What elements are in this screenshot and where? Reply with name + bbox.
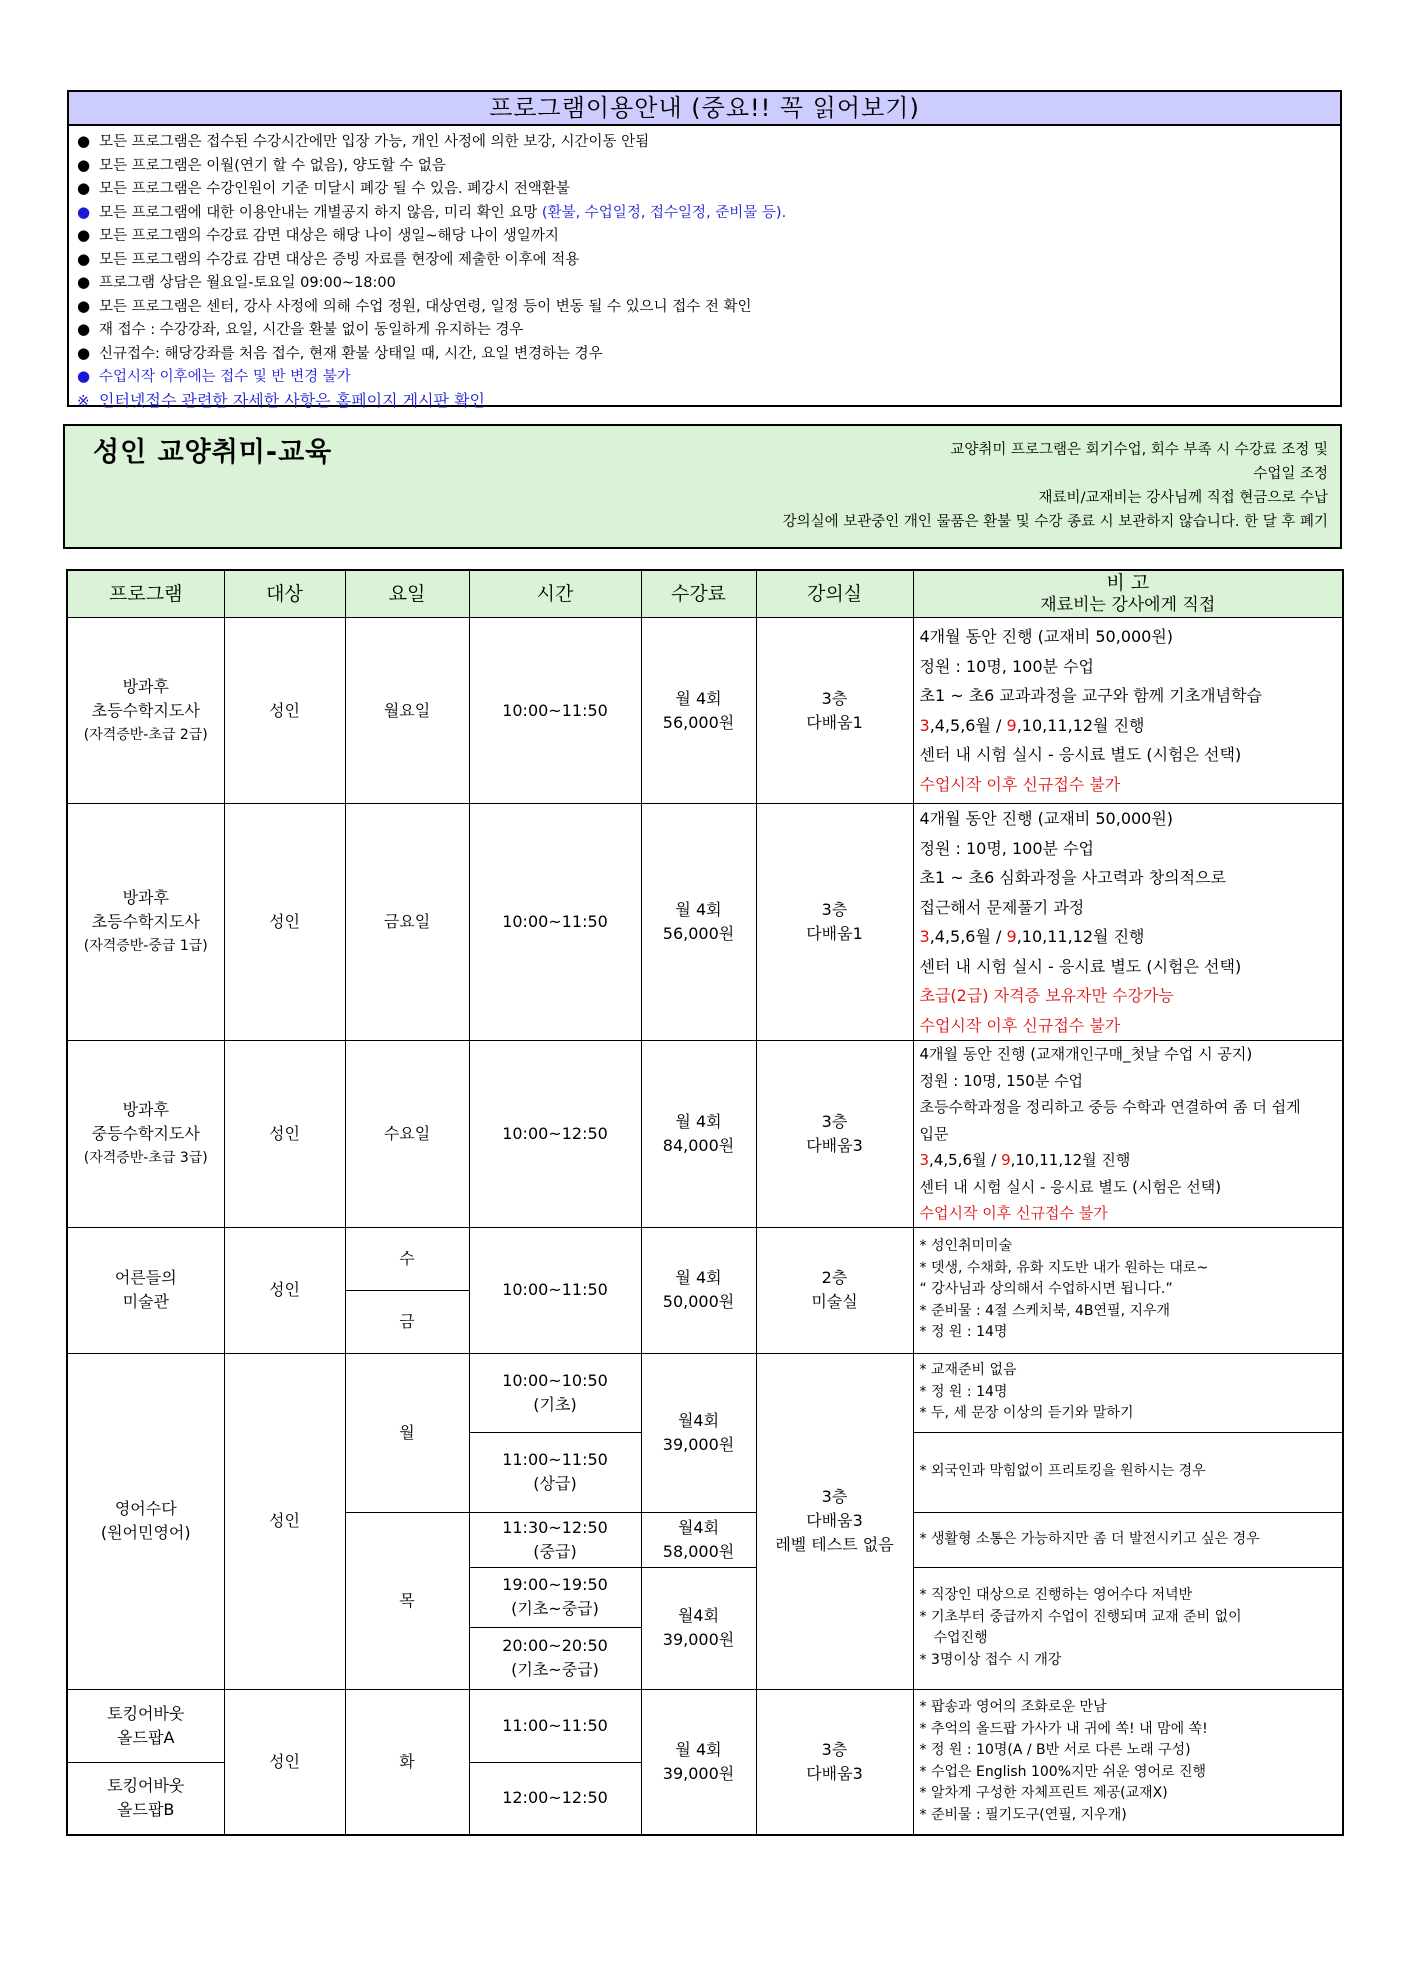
fee-cell: 월4회 58,000원 [641,1512,756,1567]
table-header-row [67,570,1343,618]
target-cell: 성인 [224,1227,345,1353]
time-cell: 10:00~11:50 [469,618,641,804]
col-time: 시간 [469,570,641,618]
time-cell: 10:00~11:50 [469,1227,641,1353]
fee-cell: 월 4회 56,000원 [641,804,756,1041]
program-name: 토킹어바웃 올드팝A [67,1689,224,1762]
col-target: 대상 [224,570,345,618]
col-day: 요일 [345,570,469,618]
notice-list [69,126,1340,413]
remarks-cell: * 외국인과 막힘없이 프리토킹을 원하시는 경우 [913,1432,1343,1512]
table-row [67,1353,1343,1432]
notice-item: ● 모든 프로그램의 수강료 감면 대상은 증빙 자료를 현장에 제출한 이후에 적용 [77,249,580,268]
program-name: 방과후 초등수학지도사 (자격증반-초급 2급) [67,618,224,804]
col-fee: 수강료 [641,570,756,618]
notice-item: ● 모든 프로그램은 수강인원이 기준 미달시 폐강 될 수 있음. 폐강시 전액환불 [77,179,570,197]
time-cell: 10:00~11:50 [469,804,641,1041]
notice-box [67,90,1342,410]
notice-item: ● 모든 프로그램의 수강료 감면 대상은 해당 나이 생일~해당 나이 생일까지 [77,226,559,244]
target-cell: 성인 [224,618,345,804]
program-table [66,569,1344,1836]
notice-note: ※ 인터넷접수 관련한 자세한 사항은 홈페이지 게시판 확인 [77,390,486,410]
section-header [63,424,1342,549]
program-name: 토킹어바웃 올드팝B [67,1762,224,1835]
table-row [67,1689,1343,1762]
time-cell: 12:00~12:50 [469,1762,641,1835]
notice-item: ● 수업시작 이후에는 접수 및 반 변경 불가 [77,367,351,385]
col-remarks: 비 고 재료비는 강사에게 직접 [913,570,1343,618]
fee-cell: 월 4회 50,000원 [641,1227,756,1353]
day-cell: 수 [345,1227,469,1290]
target-cell: 성인 [224,1689,345,1835]
notice-item: ● 신규접수: 해당강좌를 처음 접수, 현재 환불 상태일 때, 시간, 요일 변경하는 경우 [77,343,603,362]
day-cell: 화 [345,1689,469,1835]
day-cell: 수요일 [345,1041,469,1228]
remarks-cell: * 팝송과 영어의 조화로운 만남 * 추억의 올드팝 가사가 내 귀에 쏙! 내 맘에 쏙! * 정 원 : 10명(A / B반 서로 다른 노래 구성) * 수업은 English 100%지만 쉬운 영어로 진행 * 알차게 구성한 자체프린트 제공(교재X) * 준비물 : 필기도구(연필, 지우개) [913,1689,1343,1835]
program-name: 방과후 중등수학지도사 (자격증반-초급 3급) [67,1041,224,1228]
remarks-cell: * 성인취미미술 * 뎃생, 수채화, 유화 지도반 내가 원하는 대로~ “ 강사님과 상의해서 수업하시면 됩니다.” * 준비물 : 4절 스케치북, 4B연필, 지우개 * 정 원 : 14명 [913,1227,1343,1353]
fee-cell: 월 4회 56,000원 [641,618,756,804]
notice-item: ● 모든 프로그램은 접수된 수강시간에만 입장 가능, 개인 사정에 의한 보강, 시간이동 안됨 [77,132,650,150]
room-cell: 3층 다배움3 [756,1689,913,1835]
notice-item: ● 프로그램 상담은 월요일-토요일 09:00~18:00 [77,273,396,291]
day-cell: 월요일 [345,618,469,804]
time-cell: 20:00~20:50 (기초~중급) [469,1627,641,1689]
remarks-cell: 4개월 동안 진행 (교재개인구매_첫날 수업 시 공지) 정원 : 10명, 150분 수업 초등수학과정을 정리하고 중등 수학과 연결하여 좀 더 쉽게 입문 3,4,5,6월 / 9,10,11,12월 진행 센터 내 시험 실시 - 응시료 별도 (시험은 선택) 수업시작 이후 신규접수 불가 [913,1041,1343,1228]
fee-cell: 월 4회 39,000원 [641,1689,756,1835]
room-cell: 3층 다배움3 레벨 테스트 없음 [756,1353,913,1689]
fee-cell: 월 4회 84,000원 [641,1041,756,1228]
target-cell: 성인 [224,1041,345,1228]
time-cell: 19:00~19:50 (기초~중급) [469,1567,641,1627]
day-cell: 월 [345,1353,469,1512]
fee-cell: 월4회 39,000원 [641,1567,756,1689]
day-cell: 금 [345,1290,469,1353]
target-cell: 성인 [224,804,345,1041]
section-title: 성인 교양취미-교육 [93,437,333,468]
time-cell: 11:00~11:50 [469,1689,641,1762]
time-cell: 11:00~11:50 (상급) [469,1432,641,1512]
table-row [67,618,1343,804]
table-row [67,804,1343,1041]
remarks-cell: * 교재준비 없음 * 정 원 : 14명 * 두, 세 문장 이상의 듣기와 말하기 [913,1353,1343,1432]
notice-title: 프로그램이용안내 (중요!! 꼭 읽어보기) [69,92,1340,126]
room-cell: 2층 미술실 [756,1227,913,1353]
table-row [67,1227,1343,1290]
table-row [67,1041,1343,1228]
col-program: 프로그램 [67,570,224,618]
program-name: 어른들의 미술관 [67,1227,224,1353]
notice-item: ● 모든 프로그램은 이월(연기 할 수 없음), 양도할 수 없음 [77,155,446,174]
section-notes: 교양취미 프로그램은 회기수업, 회수 부족 시 수강료 조정 및 수업일 조정 재료비/교재비는 강사님께 직접 현금으로 수납 강의실에 보관중인 개인 물품은 환불 및 수강 종료 시 보관하지 않습니다. 한 달 후 폐기 [782,442,1328,530]
day-cell: 금요일 [345,804,469,1041]
remarks-cell: 4개월 동안 진행 (교재비 50,000원) 정원 : 10명, 100분 수업 초1 ~ 초6 교과과정을 교구와 함께 기초개념학습 3,4,5,6월 / 9,10,11,12월 진행 센터 내 시험 실시 - 응시료 별도 (시험은 선택) 수업시작 이후 신규접수 불가 [913,618,1343,804]
time-cell: 11:30~12:50 (중급) [469,1512,641,1567]
room-cell: 3층 다배움1 [756,804,913,1041]
day-cell: 목 [345,1512,469,1689]
notice-item: ● 모든 프로그램은 센터, 강사 사정에 의해 수업 정원, 대상연령, 일정 등이 변동 될 수 있으니 접수 전 확인 [77,296,752,315]
time-cell: 10:00~12:50 [469,1041,641,1228]
notice-item: ● 모든 프로그램에 대한 이용안내는 개별공지 하지 않음, 미리 확인 요망 (환불, 수업일정, 접수일정, 준비물 등). [77,202,787,221]
time-cell: 10:00~10:50 (기초) [469,1353,641,1432]
program-name: 영어수다 (원어민영어) [67,1353,224,1689]
target-cell: 성인 [224,1353,345,1689]
remarks-cell: * 직장인 대상으로 진행하는 영어수다 저녁반 * 기초부터 중급까지 수업이 진행되며 교재 준비 없이 수업진행 * 3명이상 접수 시 개강 [913,1567,1343,1689]
remarks-cell: 4개월 동안 진행 (교재비 50,000원) 정원 : 10명, 100분 수업 초1 ~ 초6 심화과정을 사고력과 창의적으로 접근해서 문제풀기 과정 3,4,5,6월 / 9,10,11,12월 진행 센터 내 시험 실시 - 응시료 별도 (시험은 선택) 초급(2급) 자격증 보유자만 수강가능 수업시작 이후 신규접수 불가 [913,804,1343,1041]
room-cell: 3층 다배움3 [756,1041,913,1228]
col-room: 강의실 [756,570,913,618]
notice-item: ● 재 접수 : 수강강좌, 요일, 시간을 환불 없이 동일하게 유지하는 경우 [77,320,524,338]
room-cell: 3층 다배움1 [756,618,913,804]
program-name: 방과후 초등수학지도사 (자격증반-중급 1급) [67,804,224,1041]
remarks-cell: * 생활형 소통은 가능하지만 좀 더 발전시키고 싶은 경우 [913,1512,1343,1567]
fee-cell: 월4회 39,000원 [641,1353,756,1512]
